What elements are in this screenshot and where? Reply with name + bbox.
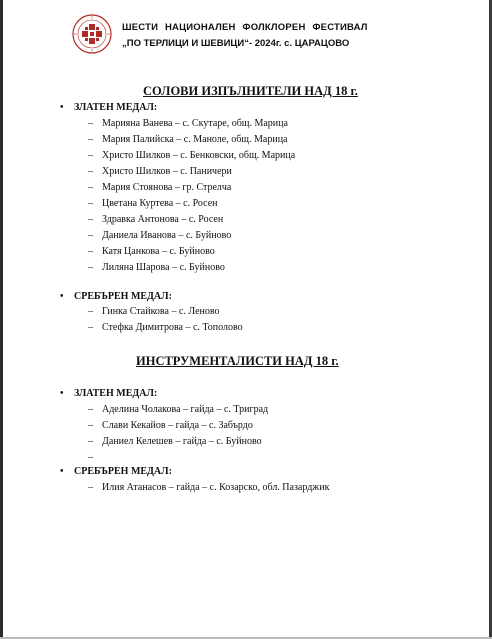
festival-logo-icon [72, 14, 112, 54]
silver-medal-label: СРЕБЪРЕН МЕДАЛ: [74, 466, 172, 477]
bullet-icon: • [60, 102, 64, 113]
dash-icon: – [88, 134, 93, 145]
list-item-text: Лиляна Шарова – с. Буйново [102, 262, 225, 273]
section-title-soloists: СОЛОВИ ИЗПЪЛНИТЕЛИ НАД 18 г. [143, 84, 358, 98]
list-item [88, 436, 262, 447]
dash-icon: – [88, 230, 93, 241]
gold-medal-label: ЗЛАТЕН МЕДАЛ: [74, 102, 158, 113]
list-item-text: Гинка Стайкова – с. Леново [102, 306, 220, 317]
left-border [0, 0, 3, 639]
dash-icon: – [88, 436, 93, 447]
list-item [88, 182, 231, 193]
dash-icon: – [88, 246, 93, 257]
list-item-text: Илия Атанасов – гайда – с. Козарско, обл. Пазарджик [102, 482, 330, 493]
dash-icon: – [88, 150, 93, 161]
list-item [88, 214, 223, 225]
list-item [88, 166, 232, 177]
dash-icon: – [88, 182, 93, 193]
list-item [88, 118, 288, 129]
festival-subtitle: „ПО ТЕРЛИЦИ И ШЕВИЦИ“- 2024г. с. ЦАРАЦОВО [122, 38, 350, 49]
list-item-text: Мария Стоянова – гр. Стрелча [102, 182, 232, 193]
list-item-text: Слави Кекайов – гайда – с. Забърдо [102, 420, 253, 431]
list-item [88, 404, 268, 415]
dash-icon: – [88, 306, 93, 317]
list-item-text: Аделина Чолакова – гайда – с. Триград [102, 404, 269, 415]
list-item [88, 306, 220, 317]
dash-icon: – [88, 482, 93, 493]
dash-icon: – [88, 198, 93, 209]
list-item [88, 246, 215, 257]
gold-medal-heading [60, 102, 157, 113]
gold-medal-heading [60, 388, 157, 399]
document-header [72, 14, 472, 54]
list-item [88, 150, 295, 161]
list-item-text: Даниел Келешев – гайда – с. Буйново [102, 436, 262, 447]
dash-icon: – [88, 404, 93, 415]
dash-icon: – [88, 214, 93, 225]
dash-icon: – [88, 452, 93, 463]
list-item-text: Цветана Куртева – с. Росен [102, 198, 218, 209]
list-item [88, 198, 218, 209]
dash-icon: – [88, 420, 93, 431]
gold-medal-label: ЗЛАТЕН МЕДАЛ: [74, 388, 158, 399]
list-item [88, 420, 253, 431]
silver-medal-heading [60, 291, 172, 302]
dash-icon: – [88, 262, 93, 273]
list-item-text: Христо Шилков – с. Бенковски, общ. Марица [102, 150, 296, 161]
dash-icon: – [88, 322, 93, 333]
list-item [88, 452, 102, 463]
list-item-text: Стефка Димитрова – с. Тополово [102, 322, 243, 333]
list-item-text: Даниела Иванова – с. Буйново [102, 230, 232, 241]
list-item [88, 230, 231, 241]
list-item-text: Здравка Антонова – с. Росен [102, 214, 224, 225]
section-title-instrumentalists: ИНСТРУМЕНТАЛИСТИ НАД 18 г. [136, 354, 339, 368]
bullet-icon: • [60, 388, 64, 399]
silver-medal-label: СРЕБЪРЕН МЕДАЛ: [74, 291, 172, 302]
silver-medal-heading [60, 466, 172, 477]
dash-icon: – [88, 166, 93, 177]
list-item-text: Мария Палийска – с. Маноле, общ. Марица [102, 134, 288, 145]
list-item-text: Марияна Ванева – с. Скутаре, общ. Марица [102, 118, 288, 129]
list-item [88, 134, 287, 145]
bullet-icon: • [60, 291, 64, 302]
list-item [88, 482, 329, 493]
list-item [88, 322, 243, 333]
list-item [88, 262, 225, 273]
dash-icon: – [88, 118, 93, 129]
bullet-icon: • [60, 466, 64, 477]
festival-title: ШЕСТИ НАЦИОНАЛЕН ФОЛКЛОРЕН ФЕСТИВАЛ [122, 22, 368, 33]
list-item-text: Катя Цанкова – с. Буйново [102, 246, 215, 257]
list-item-text: Христо Шилков – с. Паничери [102, 166, 232, 177]
